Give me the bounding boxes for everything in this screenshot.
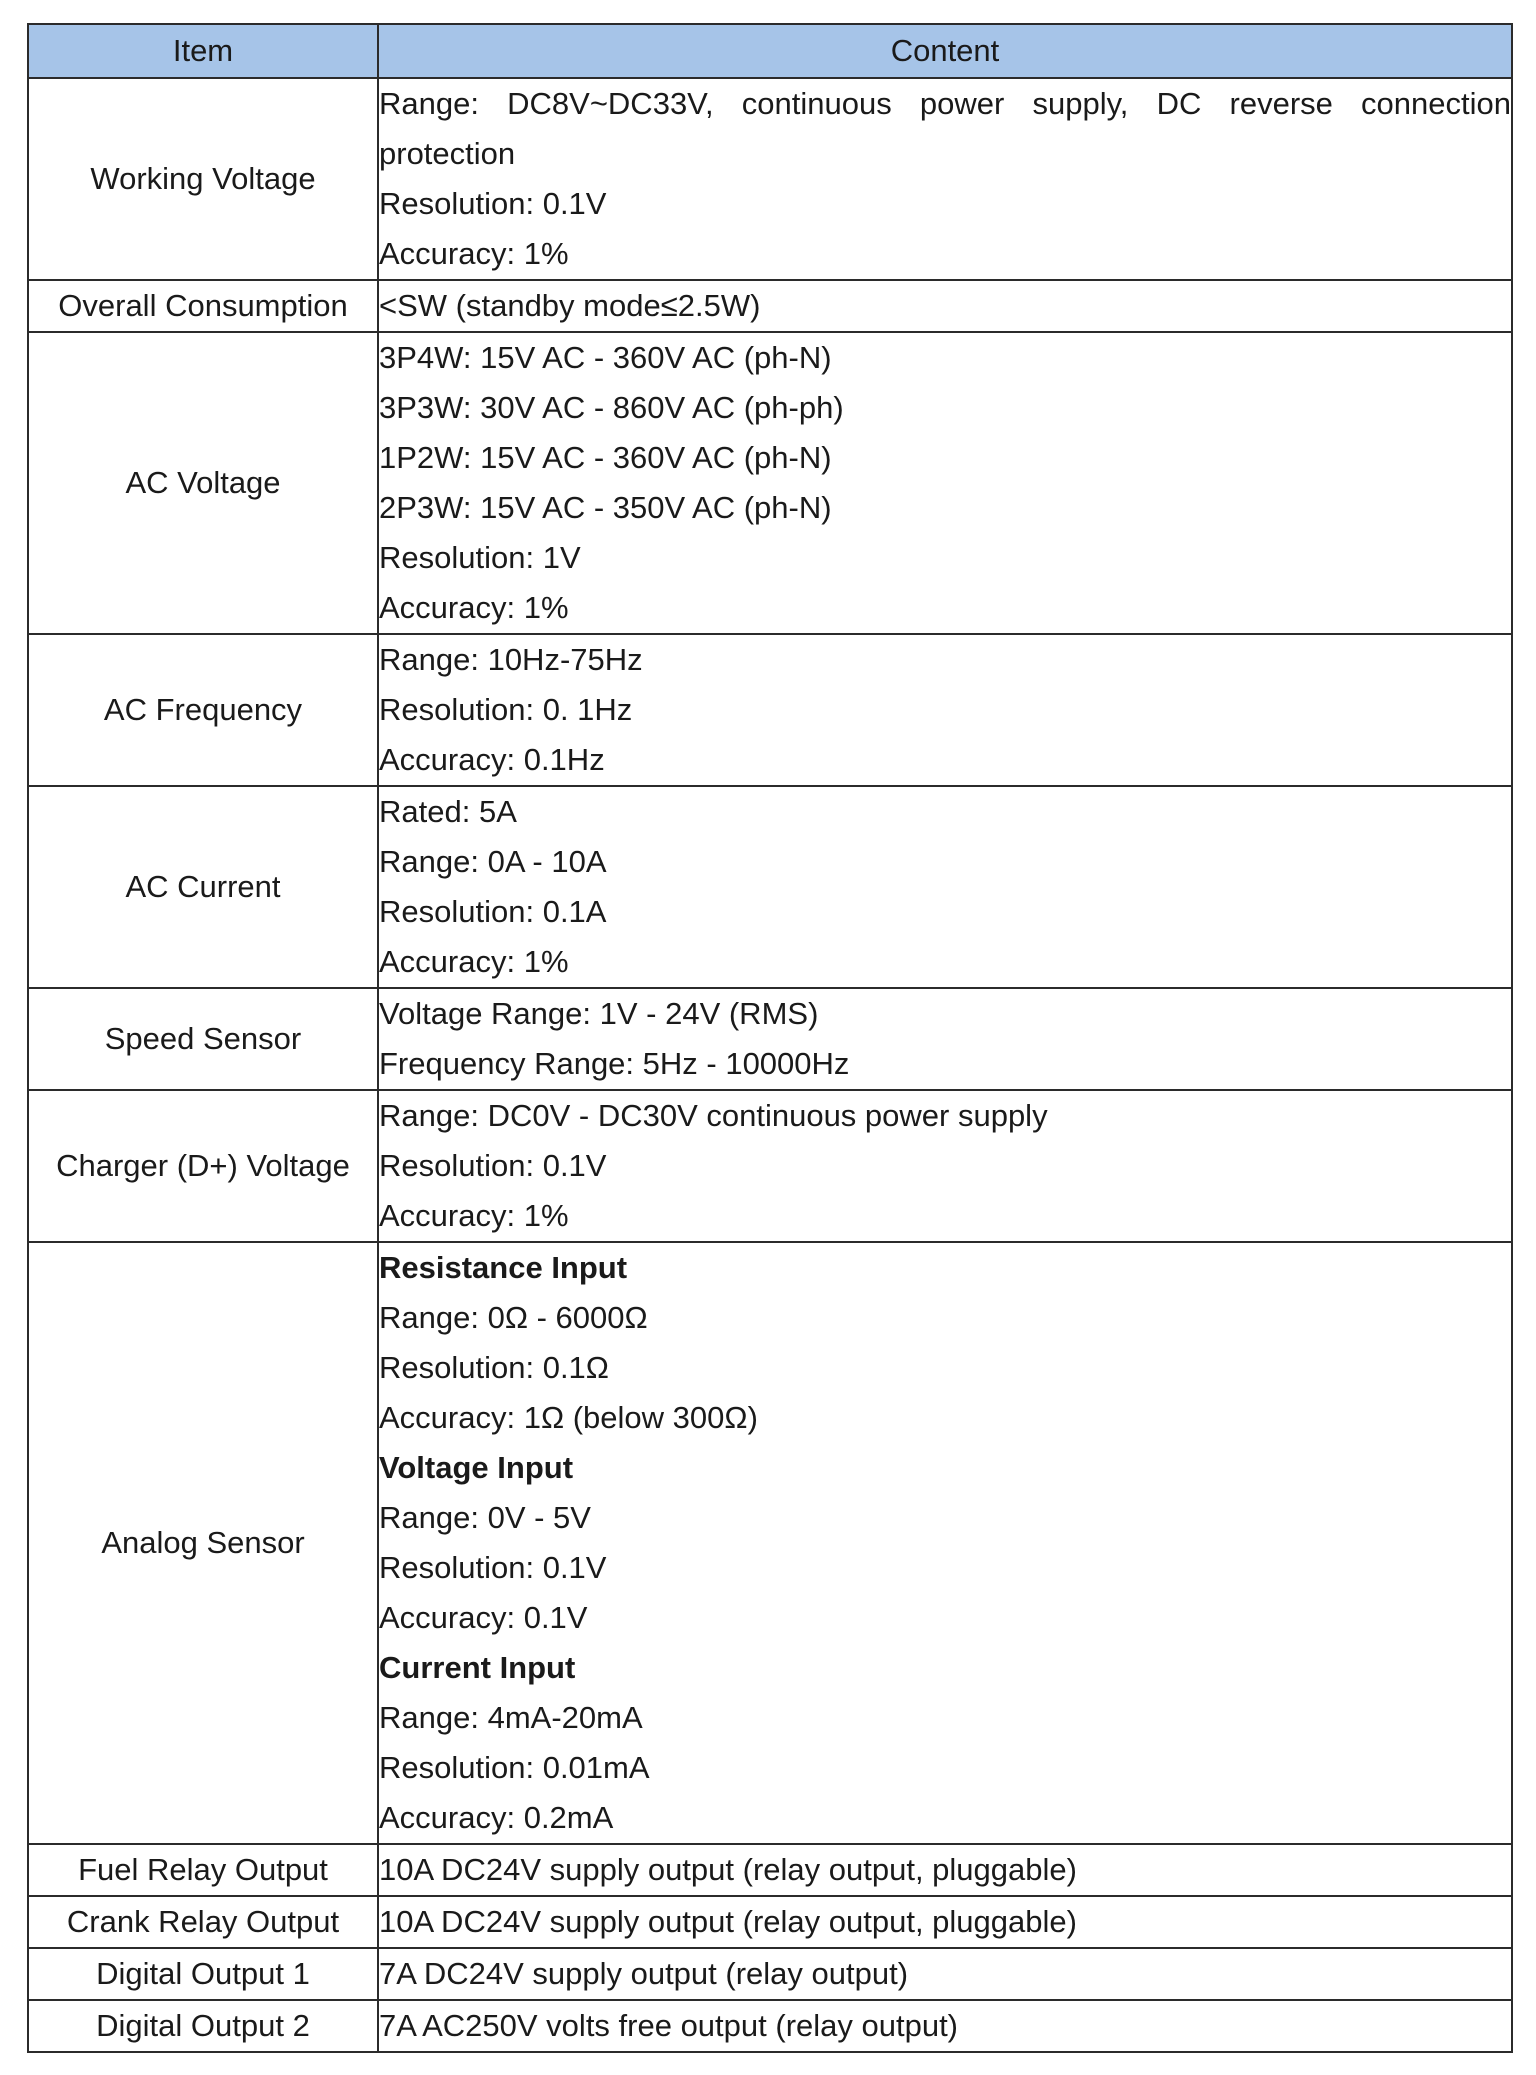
content-cell (378, 1090, 1512, 1242)
table-row (28, 786, 1512, 988)
item-cell: Overall Consumption (28, 280, 378, 332)
content-subheading: Voltage Input (379, 1450, 574, 1485)
table-row (28, 280, 1512, 332)
content-cell (378, 988, 1512, 1090)
content-line: Accuracy: 0.1Hz (379, 742, 605, 777)
content-line: 7A DC24V supply output (relay output) (379, 1956, 909, 1991)
table-header-row (28, 24, 1512, 78)
item-cell: Speed Sensor (28, 988, 378, 1090)
item-cell: Fuel Relay Output (28, 1844, 378, 1896)
content-line: 3P4W: 15V AC - 360V AC (ph-N) (379, 340, 832, 375)
content-line: Range: 0Ω - 6000Ω (379, 1300, 648, 1335)
content-line: Range: DC0V - DC30V continuous power supply (379, 1098, 1048, 1133)
table-row (28, 2000, 1512, 2052)
content-line: Accuracy: 0.2mA (379, 1800, 614, 1835)
content-cell (378, 1242, 1512, 1844)
content-line: Frequency Range: 5Hz - 10000Hz (379, 1046, 850, 1081)
item-cell: Digital Output 1 (28, 1948, 378, 2000)
content-line: Resolution: 0.1V (379, 1148, 607, 1183)
item-cell: AC Current (28, 786, 378, 988)
item-cell: Analog Sensor (28, 1242, 378, 1844)
item-cell: Crank Relay Output (28, 1896, 378, 1948)
column-header-content: Content (378, 24, 1512, 78)
table-row (28, 1090, 1512, 1242)
table-row (28, 78, 1512, 280)
content-cell (378, 2000, 1512, 2052)
content-line: 10A DC24V supply output (relay output, pluggable) (379, 1904, 1077, 1939)
specification-table (27, 23, 1513, 2053)
content-cell (378, 280, 1512, 332)
content-line: Range: DC8V~DC33V, continuous power supply, DC reverse connection (379, 86, 1511, 121)
content-line: <SW (standby mode≤2.5W) (379, 288, 761, 323)
table-row (28, 634, 1512, 786)
item-cell: Working Voltage (28, 78, 378, 280)
content-line: Accuracy: 1Ω (below 300Ω) (379, 1400, 758, 1435)
content-line: Resolution: 0.1Ω (379, 1350, 609, 1385)
content-line: Range: 10Hz-75Hz (379, 642, 643, 677)
content-line: Voltage Range: 1V - 24V (RMS) (379, 996, 819, 1031)
content-line: Range: 0A - 10A (379, 844, 607, 879)
content-line: Accuracy: 1% (379, 944, 569, 979)
table-body (28, 78, 1512, 2052)
content-cell (378, 1948, 1512, 2000)
table-row (28, 332, 1512, 634)
item-cell: AC Voltage (28, 332, 378, 634)
content-line: Accuracy: 1% (379, 590, 569, 625)
content-cell (378, 78, 1512, 280)
table-row (28, 988, 1512, 1090)
content-line: Resolution: 0.1V (379, 186, 607, 221)
content-line: protection (379, 136, 516, 171)
content-subheading: Resistance Input (379, 1250, 628, 1285)
content-line: Range: 4mA-20mA (379, 1700, 643, 1735)
content-line: 2P3W: 15V AC - 350V AC (ph-N) (379, 490, 832, 525)
content-line: Resolution: 1V (379, 540, 581, 575)
content-line: Resolution: 0.01mA (379, 1750, 650, 1785)
content-cell (378, 1844, 1512, 1896)
content-cell (378, 634, 1512, 786)
content-line: Range: 0V - 5V (379, 1500, 591, 1535)
content-line: Accuracy: 0.1V (379, 1600, 588, 1635)
content-cell (378, 786, 1512, 988)
table-row (28, 1242, 1512, 1844)
table-row (28, 1896, 1512, 1948)
content-cell (378, 1896, 1512, 1948)
table-row (28, 1948, 1512, 2000)
content-line: 10A DC24V supply output (relay output, pluggable) (379, 1852, 1077, 1887)
content-cell (378, 332, 1512, 634)
content-line: 1P2W: 15V AC - 360V AC (ph-N) (379, 440, 832, 475)
content-line: Resolution: 0.1V (379, 1550, 607, 1585)
column-header-item: Item (28, 24, 378, 78)
content-line: Rated: 5A (379, 794, 517, 829)
content-line: 3P3W: 30V AC - 860V AC (ph-ph) (379, 390, 844, 425)
content-line: Resolution: 0.1A (379, 894, 607, 929)
table-row (28, 1844, 1512, 1896)
item-cell: Charger (D+) Voltage (28, 1090, 378, 1242)
content-line: 7A AC250V volts free output (relay output) (379, 2008, 959, 2043)
content-subheading: Current Input (379, 1650, 576, 1685)
content-line: Accuracy: 1% (379, 236, 569, 271)
item-cell: Digital Output 2 (28, 2000, 378, 2052)
item-cell: AC Frequency (28, 634, 378, 786)
content-line: Accuracy: 1% (379, 1198, 569, 1233)
content-line: Resolution: 0. 1Hz (379, 692, 633, 727)
